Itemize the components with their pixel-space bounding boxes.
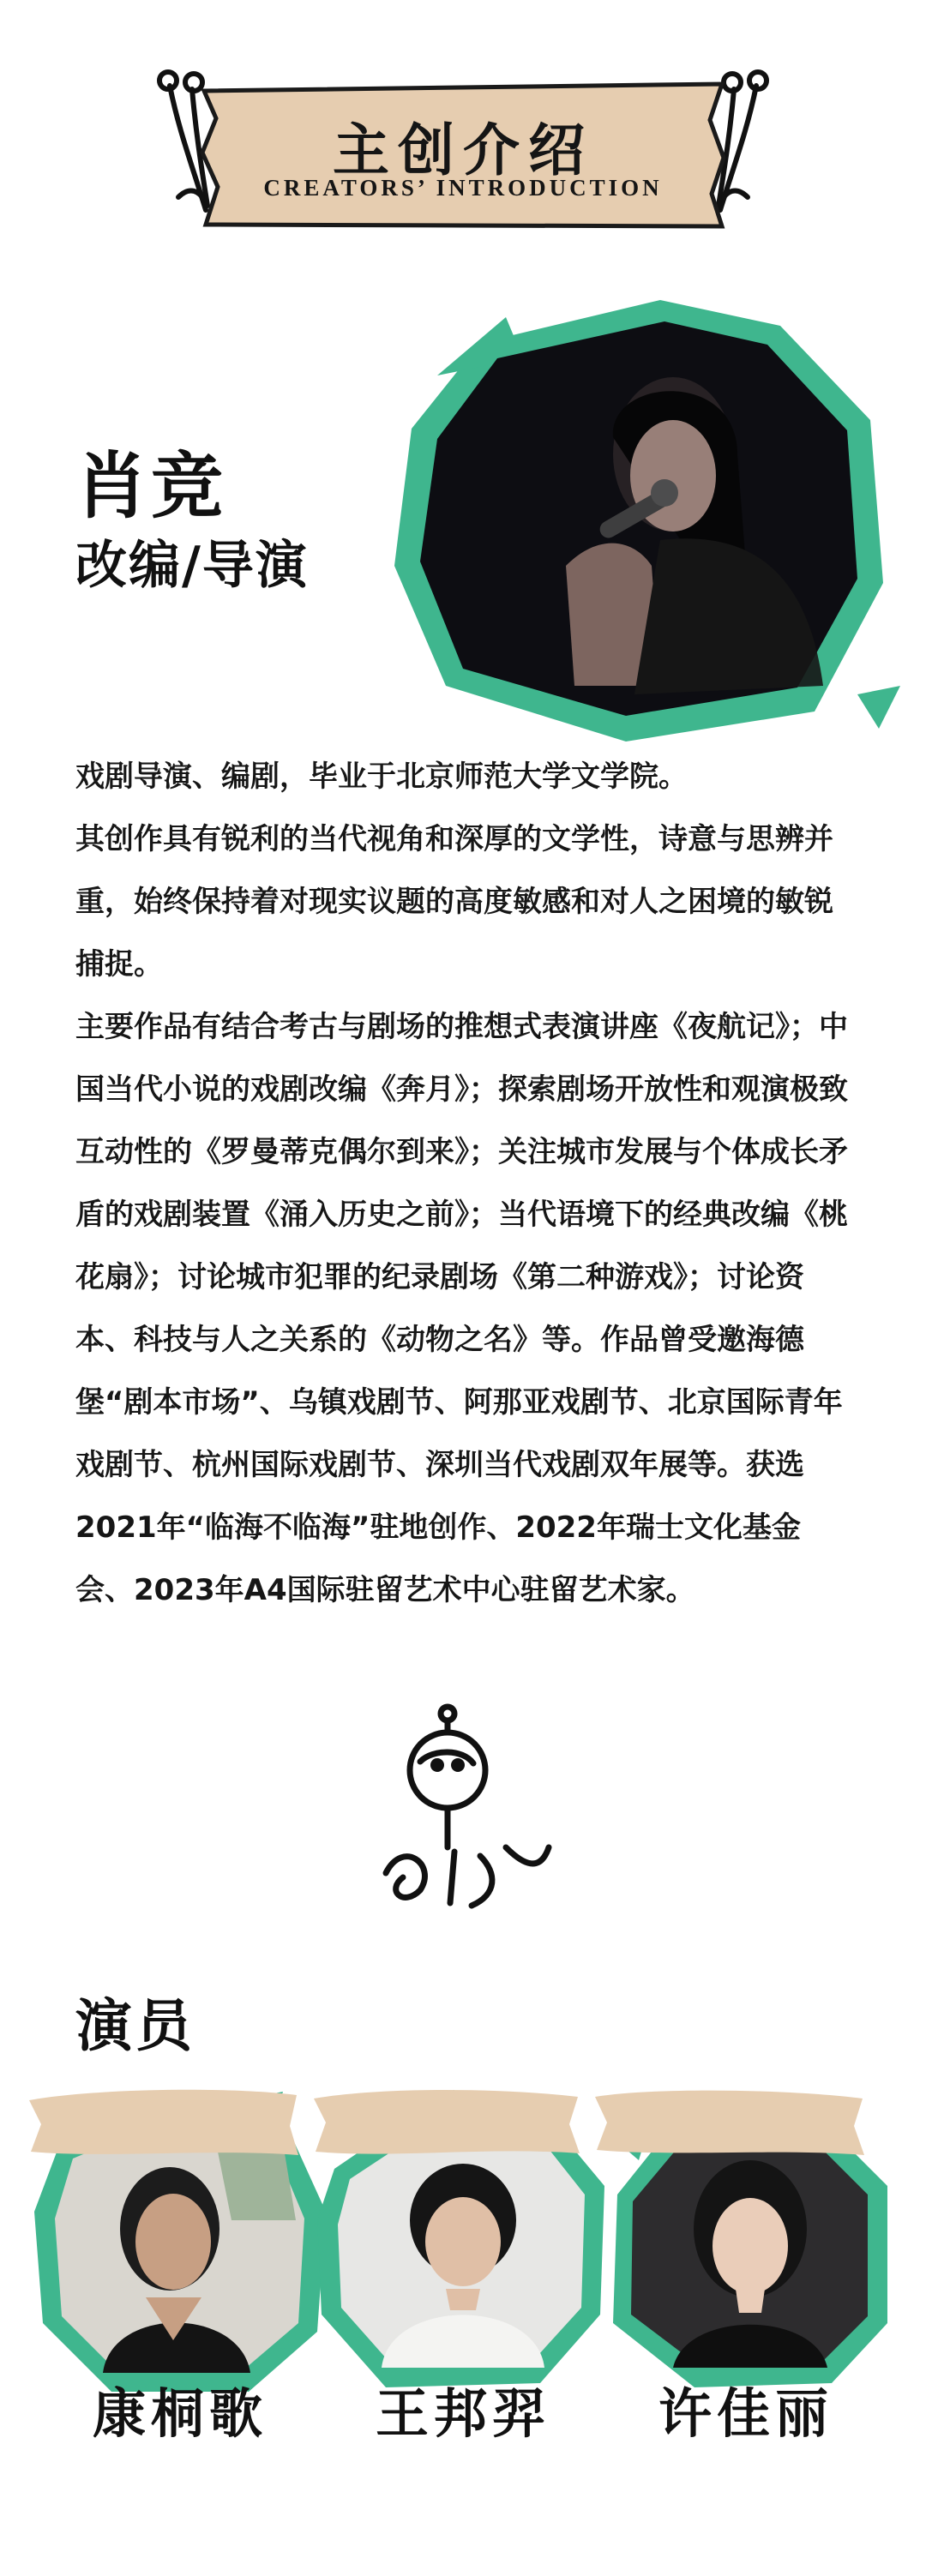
page-title: 主创介绍 <box>333 117 593 183</box>
bio-paragraph: 主要作品有结合考古与剧场的推想式表演讲座《夜航记》；中国当代小说的戏剧改编《奔月》；探索剧场开放性和观演极致互动性的《罗曼蒂克偶尔到来》；关注城市发展与个体成长矛盾的戏剧装置《涌入历史之前》；当代语境下的经典改编《桃花扇》；讨论城市犯罪的纪录剧场《第二种游戏》；讨论资本、科技与人之关系的《动物之名》等。作品曾受邀海德堡“剧本市场”、乌镇戏剧节、阿那亚戏剧节、北京国际青年戏剧节、杭州国际戏剧节、深圳当代戏剧双年展等。获选2021年“临海不临海”驻地创作、2022年瑞士文化基金会、2023年A4国际驻留艺术中心驻留艺术家。 <box>75 1010 848 1607</box>
actor-card <box>26 2083 334 2443</box>
magnifier-mascot-icon <box>369 1702 557 1916</box>
director-photo <box>377 283 909 746</box>
actor-name: 王邦羿 <box>375 2382 550 2445</box>
header-banner <box>199 79 727 231</box>
actor-card <box>592 2083 900 2443</box>
actor-name: 康桐歌 <box>92 2382 268 2445</box>
actor-card <box>309 2083 617 2443</box>
bio-paragraph: 戏剧导演、编剧，毕业于北京师范大学文学院。 <box>75 760 688 794</box>
page-subtitle: CREATORS’ INTRODUCTION <box>263 175 663 201</box>
director-bio <box>75 746 856 1622</box>
bio-paragraph: 其创作具有锐利的当代视角和深厚的文学性，诗意与思辨并重，始终保持着对现实议题的高度敏感和对人之困境的敏锐捕捉。 <box>75 822 833 982</box>
actors-section-title: 演员 <box>75 1992 195 2059</box>
actor-name: 许佳丽 <box>658 2382 833 2445</box>
director-role: 改编/导演 <box>75 536 309 596</box>
director-name: 肖竞 <box>75 443 227 528</box>
